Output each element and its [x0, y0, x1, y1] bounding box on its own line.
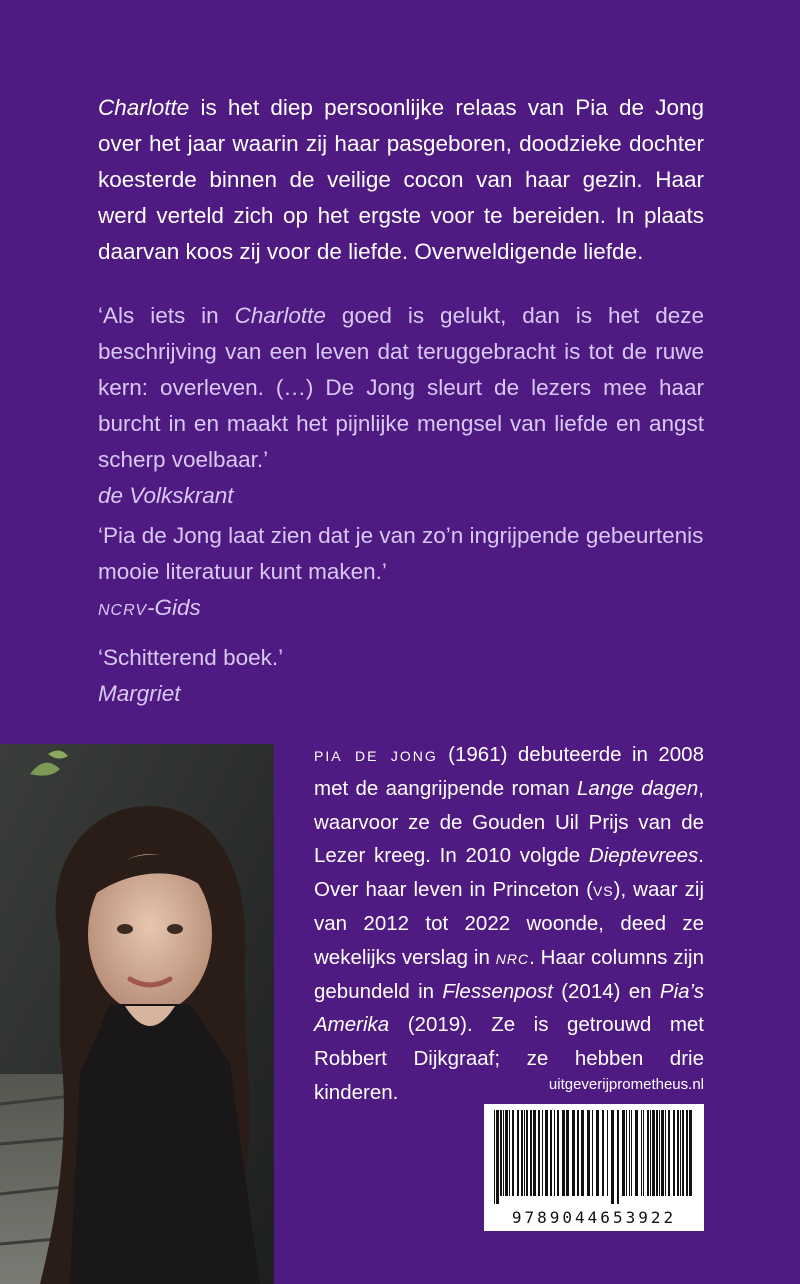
bio-text: (2014) en — [552, 979, 660, 1003]
review-quote-ncrv — [98, 518, 704, 626]
barcode-bar — [581, 1110, 584, 1196]
barcode-bar — [521, 1110, 523, 1196]
bio-text: (2019). Ze is getrouwd met Robbert Dijkgraaf; ze hebben drie kinderen. — [314, 1013, 704, 1104]
blurb-text: is het diep persoonlijke relaas van Pia de Jong over het jaar waarin zij haar pasgeboren, doodzieke dochter koesterde binnen de veilige cocon van haar gezin. Haar werd verteld zich op het ergste voor te bereiden. In plaats daarvan koos zij voor de liefde. Overweldigende liefde. — [98, 95, 704, 264]
source-rest: -Gids — [147, 595, 201, 620]
barcode-bar — [677, 1110, 679, 1196]
quote-title: Charlotte — [234, 303, 326, 328]
barcode — [484, 1104, 704, 1231]
author-photo — [0, 744, 274, 1284]
blurb-title: Charlotte — [98, 95, 190, 120]
barcode-bar — [526, 1110, 528, 1196]
barcode-bar — [611, 1110, 614, 1204]
review-quote-text: ‘Pia de Jong laat zien dat je van zo’n ingrijpende gebeurtenis mooie literatuur kunt maken.’ — [98, 523, 704, 584]
source-smallcaps: ncrv — [98, 595, 148, 620]
author-bio — [314, 738, 704, 1110]
barcode-bar — [554, 1110, 555, 1196]
barcode-bar — [530, 1110, 532, 1196]
barcode-bar — [517, 1110, 519, 1196]
barcode-bar — [496, 1110, 499, 1204]
quote-post: goed is gelukt, dan is het deze beschrijving van een leven dat teruggebracht is tot de ruwe kern: overleven. (…) De Jong sleurt de lezers mee haar burcht in en maakt het pijnlijke mengsel van liefde en angst scherp voelbaar.’ — [98, 303, 704, 472]
barcode-bar — [572, 1110, 575, 1196]
barcode-bar — [538, 1110, 540, 1196]
review-source — [98, 590, 704, 626]
blurb-paragraph — [98, 90, 704, 270]
barcode-bar — [557, 1110, 559, 1196]
barcode-bar — [680, 1110, 681, 1196]
barcode-bar — [631, 1110, 632, 1196]
book-title: Flessenpost — [442, 979, 553, 1003]
barcode-bar — [626, 1110, 627, 1196]
barcode-bar — [641, 1110, 642, 1196]
barcode-bar — [587, 1110, 590, 1196]
book-title: Pia’s Amerika — [314, 979, 704, 1037]
barcode-bar — [550, 1110, 552, 1196]
barcode-bar — [673, 1110, 675, 1196]
abbr-nrc: nrc — [495, 945, 530, 969]
barcode-bars — [492, 1110, 696, 1204]
abbr-vs: vs — [592, 878, 614, 902]
barcode-bar — [656, 1110, 658, 1196]
review-quote-margriet — [98, 640, 704, 712]
review-source: Margriet — [98, 681, 181, 706]
bio-text: , waarvoor ze de Gouden Uil Prijs van de Lezer kreeg. In 2010 volgde — [314, 776, 704, 868]
review-quote-volkskrant — [98, 298, 704, 514]
barcode-bar — [602, 1110, 604, 1196]
barcode-bar — [512, 1110, 514, 1196]
barcode-bar — [500, 1110, 502, 1196]
barcode-bar — [686, 1110, 688, 1196]
barcode-bar — [617, 1110, 619, 1204]
barcode-bar — [494, 1110, 495, 1204]
barcode-bar — [505, 1110, 508, 1196]
review-source: de Volkskrant — [98, 483, 234, 508]
barcode-bar — [661, 1110, 664, 1196]
barcode-bar — [545, 1110, 548, 1196]
barcode-bar — [607, 1110, 608, 1196]
bio-text: (1961) debuteerde in 2008 met de aangrijpende roman — [314, 743, 704, 800]
barcode-bar — [643, 1110, 644, 1196]
barcode-bar — [629, 1110, 630, 1196]
bio-text: ), waar zij van 2012 tot 2022 woonde, deed ze wekelijks verslag in — [314, 878, 704, 969]
review-quote-text — [98, 298, 704, 478]
barcode-bar — [524, 1110, 525, 1196]
barcode-bar — [659, 1110, 660, 1196]
barcode-bar — [622, 1110, 625, 1196]
barcode-bar — [503, 1110, 504, 1196]
barcode-bar — [596, 1110, 599, 1196]
barcode-bar — [566, 1110, 569, 1196]
barcode-bar — [592, 1110, 593, 1196]
barcode-bar — [509, 1110, 510, 1196]
quote-pre: ‘Als iets in — [98, 303, 235, 328]
barcode-bar — [652, 1110, 655, 1196]
barcode-bar — [562, 1110, 565, 1196]
barcode-bar — [689, 1110, 692, 1196]
book-title: Lange dagen — [576, 776, 699, 800]
barcode-bar — [577, 1110, 579, 1196]
barcode-bar — [650, 1110, 651, 1196]
bio-text: . Over haar leven in Princeton ( — [314, 844, 704, 902]
barcode-bar — [682, 1110, 684, 1196]
review-quote-text: ‘Schitterend boek.’ — [98, 645, 284, 670]
barcode-bar — [647, 1110, 649, 1196]
book-title: Dieptevrees — [588, 844, 699, 868]
barcode-bar — [665, 1110, 666, 1196]
bio-text: . Haar columns zijn gebundeld in — [314, 945, 704, 1003]
barcode-bar — [668, 1110, 670, 1196]
publisher-website: uitgeverijprometheus.nl — [548, 1076, 704, 1093]
barcode-bar — [635, 1110, 638, 1196]
author-portrait-image — [0, 744, 274, 1284]
barcode-bar — [533, 1110, 536, 1196]
barcode-bar — [542, 1110, 543, 1196]
isbn-number: 9789044653922 — [511, 1208, 677, 1227]
author-name: pia de jong — [314, 743, 438, 766]
